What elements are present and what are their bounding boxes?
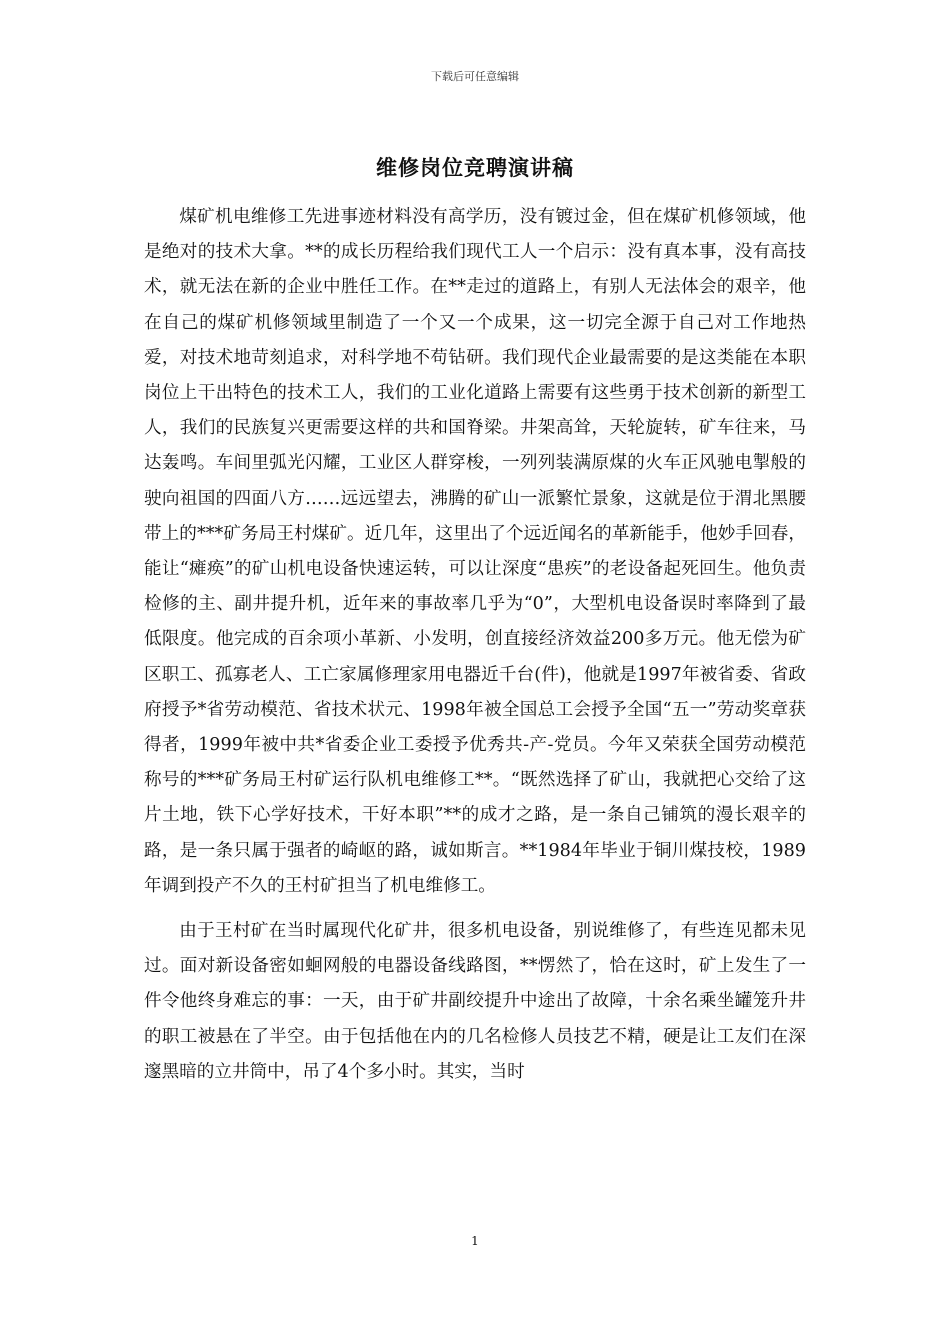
document-body xyxy=(144,200,806,1090)
paragraph-1: 煤矿机电维修工先进事迹材料没有高学历，没有镀过金，但在煤矿机修领域，他是绝对的技术大拿。**的成长历程给我们现代工人一个启示：没有真本事，没有高技术，就无法在新的企业中胜任工作。在**走过的道路上，有别人无法体会的艰辛，他在自己的煤矿机修领域里制造了一个又一个成果，这一切完全源于自己对工作地热爱，对技术地苛刻追求，对科学地不苟钻研。我们现代企业最需要的是这类能在本职岗位上干出特色的技术工人，我们的工业化道路上需要有这些勇于技术创新的新型工人，我们的民族复兴更需要这样的共和国脊梁。井架高耸，天轮旋转，矿车往来，马达轰鸣。车间里弧光闪耀，工业区人群穿梭，一列列装满原煤的火车正风驰电掣般的驶向祖国的四面八方……远远望去，沸腾的矿山一派繁忙景象，这就是位于渭北黑腰带上的***矿务局王村煤矿。近几年，这里出了个远近闻名的革新能手，他妙手回春，能让“瘫痪”的矿山机电设备快速运转，可以让深度“患疾”的老设备起死回生。他负责检修的主、副井提升机，近年来的事故率几乎为“0”，大型机电设备误时率降到了最低限度。他完成的百余项小革新、小发明，创直接经济效益200多万元。他无偿为矿区职工、孤寡老人、工亡家属修理家用电器近千台(件)，他就是1997年被省委、省政府授予*省劳动模范、省技术状元、1998年被全国总工会授予全国“五一”劳动奖章获得者，1999年被中共*省委企业工委授予优秀共-产-党员。今年又荣获全国劳动模范称号的***矿务局王村矿运行队机电维修工**。“既然选择了矿山，我就把心交给了这片土地，铁下心学好技术，干好本职”**的成才之路，是一条自己铺筑的漫长艰辛的路，是一条只属于强者的崎岖的路，诚如斯言。**1984年毕业于铜川煤技校，1989年调到投产不久的王村矿担当了机电维修工。 xyxy=(144,207,806,896)
paragraph-2: 由于王村矿在当时属现代化矿井，很多机电设备，别说维修了，有些连见都未见过。面对新设备密如蛔网般的电器设备线路图，**愣然了，恰在这时，矿上发生了一件令他终身难忘的事：一天，由于矿井副绞提升中途出了故障，十余名乘坐罐笼升井的职工被悬在了半空。由于包括他在内的几名检修人员技艺不精，硬是让工友们在深邃黑暗的立井筒中，吊了4个多小时。其实，当时 xyxy=(144,921,806,1082)
page-header: 下载后可任意编辑 xyxy=(431,70,519,83)
page-number: 1 xyxy=(471,1234,479,1248)
document-title: 维修岗位竞聘演讲稿 xyxy=(376,156,574,180)
